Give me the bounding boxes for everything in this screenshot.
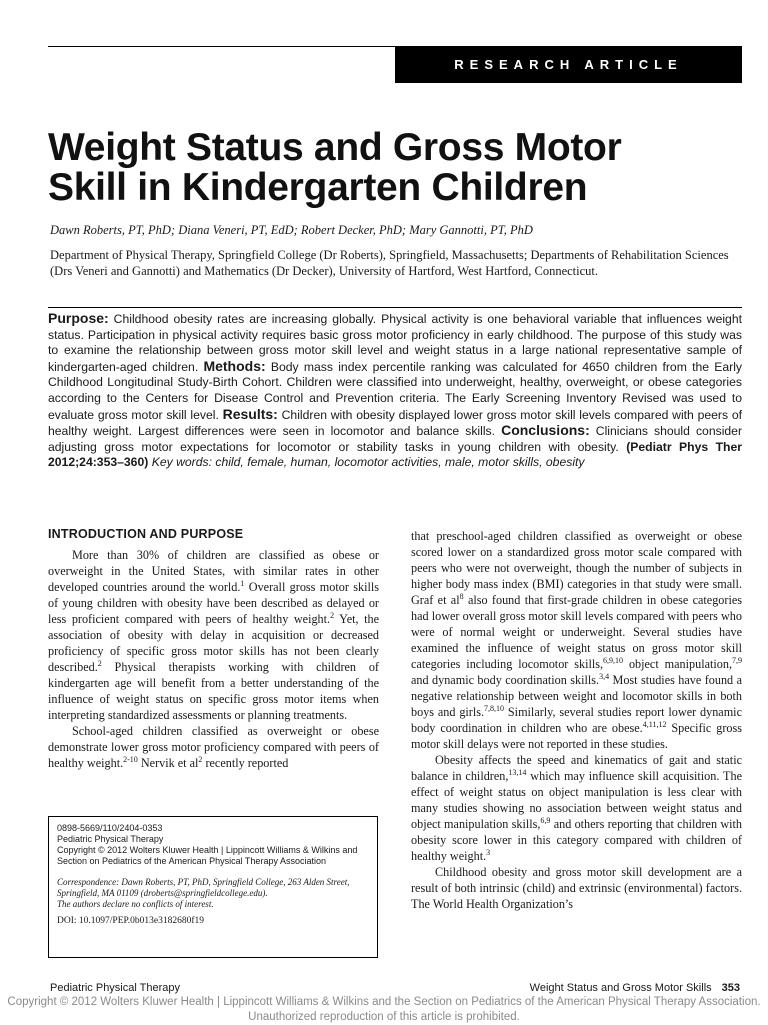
- text-run: Specific gross motor skill delays were not reported in these studies.: [411, 721, 742, 751]
- conclusions-heading: Conclusions:: [501, 422, 590, 439]
- section-heading: INTRODUCTION AND PURPOSE: [48, 527, 244, 541]
- journal-name: Pediatric Physical Therapy: [57, 834, 164, 844]
- text-run: Yet, the association of obesity with delay in acquisition or decreased proficiency of specific gross motor skills has not been clearly described.: [48, 612, 380, 674]
- title-line-1: Weight Status and Gross Motor: [48, 126, 622, 169]
- paragraph: [48, 723, 379, 771]
- results-text: Children with obesity displayed lower gross motor skill levels compared with peers of healthy weight. Largest differences were seen in locomotor and balance skills.: [48, 407, 742, 439]
- text-run: Similarly, several studies report lower dynamic body coordination in children who are obese.: [411, 705, 742, 735]
- article-type-banner: RESEARCH ARTICLE: [395, 47, 742, 83]
- footer-running-head: [530, 982, 740, 994]
- footer-journal: Pediatric Physical Therapy: [50, 982, 181, 994]
- text-run: and dynamic body coordination skills.: [411, 673, 600, 687]
- keywords: Key words: child, female, human, locomotor activities, male, motor skills, obesity: [151, 455, 585, 470]
- abstract: [48, 307, 742, 471]
- text-run: Overall gross motor skills of young children with obesity have been described as delayed or less proficient compared with peers of healthy weight.: [48, 580, 379, 626]
- purpose-text: Childhood obesity rates are increasing globally. Physical activity is one behavioral variable that influences weight status. Participation in physical activity requires basic gross motor proficiency in early childhood. The purpose of this study was to examine the relationship between gross motor skill level and weight status in a large national representative sample of kindergarten-aged children.: [48, 312, 742, 374]
- text-run: Nervik et al: [137, 756, 199, 770]
- paragraph: [411, 528, 742, 752]
- text-run: that preschool-aged children classified as overweight or obese scored lower on a standardized gross motor scale compared with peers who were not overweight, though the number of subjects in higher body mass index (BMI) categories in that study were small. Graf et al: [411, 529, 742, 607]
- correspondence-label: Correspondence:: [57, 877, 120, 887]
- citation-ref: 6,9,10: [603, 655, 624, 665]
- running-title: Weight Status and Gross Motor Skills: [529, 982, 712, 994]
- title-line-2: Skill in Kindergarten Children: [48, 166, 588, 209]
- citation-ref: 1: [240, 578, 245, 588]
- text-run: also found that first-grade children in obese categories had lower overall gross motor skill levels compared with peers who were of normal weight or underweight. Several studies have examined the influence of weight status on gross motor skill categories including locomotor skills,: [411, 593, 743, 671]
- citation-ref: 4,11,12: [642, 719, 667, 729]
- correspondence: [57, 877, 369, 899]
- text-run: Most studies have found a negative relationship between weight and locomotor skills in both boys and girls.: [411, 673, 742, 719]
- citation-ref: 2: [97, 658, 102, 668]
- citation-ref: 8: [459, 591, 464, 601]
- citation-ref: 13,14: [508, 767, 527, 777]
- citation-ref: 3,4: [599, 671, 610, 681]
- author-list: Dawn Roberts, PT, PhD; Diana Veneri, PT, EdD; Robert Decker, PhD; Mary Gannotti, PT, PhD: [50, 223, 533, 237]
- purpose-heading: Purpose:: [48, 310, 109, 326]
- copyright-notice: Copyright © 2012 Wolters Kluwer Health | Lippincott Williams & Wilkins and the Section on Pediatrics of the American Physical Therapy Association. Unauthorized reproduction of this article is prohibited.: [7, 996, 761, 1023]
- journal-citation: (Pediatr Phys Ther 2012;24:353–360): [48, 439, 742, 470]
- citation-ref: 2: [330, 610, 335, 620]
- issn-line: 0898-5669/110/2404-0353: [57, 823, 163, 833]
- methods-text: Body mass index percentile ranking was calculated for 4650 children from the Early Childhood Longitudinal Study-Birth Cohort. Children were classified into underweight, healthy, overweight, or obese categories according to the Centers for Disease Control and Prevention criteria. The Early Screening Inventory Revised was used to evaluate gross motor skill level.: [48, 359, 742, 422]
- article-info-box: [48, 816, 378, 958]
- paragraph: Childhood obesity and gross motor skill development are a result of both intrinsic (child) and extrinsic (environmental) factors. The World Health Organization’s: [411, 865, 742, 911]
- affiliations: Department of Physical Therapy, Springfield College (Dr Roberts), Springfield, Massachusetts; Departments of Rehabilitation Sciences (Drs Veneri and Gannotti) and Mathematics (Dr Decker), University of Hartford, West Hartford, Connecticut.: [50, 248, 729, 278]
- citation-ref: 7,9: [732, 655, 742, 665]
- text-run: Obesity affects the speed and kinematics of gait and static balance in children,: [411, 753, 742, 783]
- text-run: More than 30% of children are classified as obese or overweight in the United States, with similar rates in other developed countries around the world.: [48, 548, 379, 594]
- text-run: School-aged children classified as overweight or obese demonstrate lower gross motor proficiency compared with peers of healthy weight.: [48, 724, 379, 770]
- citation-ref: 2-10: [123, 754, 138, 764]
- page-number: 353: [721, 982, 740, 994]
- citation-ref: 6,9: [540, 815, 551, 825]
- doi: DOI: 10.1097/PEP.0b013e3182680f19: [57, 916, 204, 926]
- citation-ref: 7,8,10: [484, 703, 505, 713]
- text-run: and others reporting that children with obesity score lower in this category compared with children of healthy weight.: [411, 817, 742, 863]
- conclusions-text: Clinicians should consider adjusting gross motor expectations for locomotor or stability tasks in young children with obesity.: [48, 424, 743, 454]
- text-run: which may influence skill acquisition. The effect of weight status on object manipulation is less clear with many studies showing no association between weight status and object manipulation skills,: [411, 769, 743, 831]
- citation-ref: 3: [486, 847, 491, 857]
- text-run: object manipulation,: [623, 657, 732, 671]
- copyright-line: Copyright © 2012 Wolters Kluwer Health | Lippincott Williams & Wilkins and Section on Pediatrics of the American Physical Therapy Association: [57, 845, 358, 866]
- methods-heading: Methods:: [203, 357, 266, 374]
- correspondence-text: Dawn Roberts, PT, PhD, Springfield College, 263 Alden Street, Springfield, MA 01109 (droberts@springfieldcollege.edu).: [57, 877, 350, 898]
- article-title: [48, 128, 742, 208]
- citation-ref: 2: [198, 754, 203, 764]
- text-run: recently reported: [202, 756, 289, 770]
- paragraph: [48, 547, 379, 723]
- left-column: [48, 527, 379, 771]
- paragraph: [411, 752, 742, 864]
- text-run: Physical therapists working with children of kindergarten age will benefit from a better understanding of the influence of weight status on specific gross motor items when interpreting standardized assessments or planning treatments.: [48, 660, 379, 722]
- results-heading: Results:: [222, 405, 278, 422]
- right-column: [411, 528, 742, 912]
- conflict-statement: The authors declare no conflicts of interest.: [57, 899, 214, 909]
